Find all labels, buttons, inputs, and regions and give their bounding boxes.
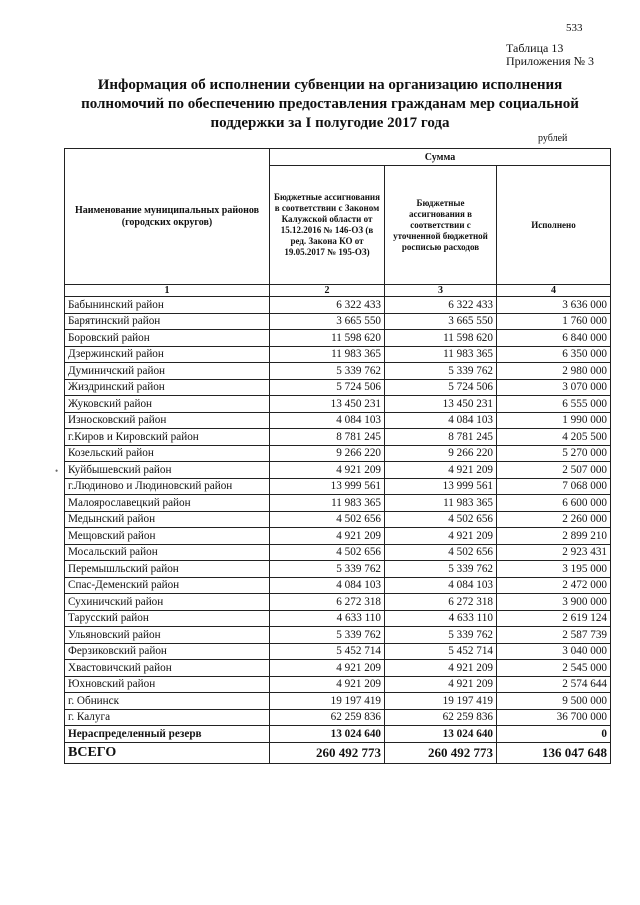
table-row [65,693,611,710]
table-row [65,313,611,330]
col-header-budget-law: Бюджетные ассигнования в соответствии с Законом Калужской области от 15.12.2016 № 146-ОЗ (в ред. Закона КО от 19.05.2017 № 195-ОЗ) [270,166,385,285]
executed-value: 3 900 000 [497,594,611,611]
table-row [65,528,611,545]
executed-value: 2 260 000 [497,511,611,528]
budget-refined-value: 11 983 365 [385,495,497,512]
col-number: 1 [65,285,270,297]
col-number: 2 [270,285,385,297]
total-col4: 136 047 648 [497,742,611,763]
table-row [65,396,611,413]
budget-refined-value: 5 339 762 [385,627,497,644]
budget-refined-value: 4 084 103 [385,577,497,594]
district-name: Боровский район [65,330,270,347]
table-row [65,495,611,512]
district-name: Мещовский район [65,528,270,545]
budget-refined-value: 13 450 231 [385,396,497,413]
budget-refined-value: 4 921 209 [385,528,497,545]
budget-refined-value: 6 322 433 [385,297,497,314]
budget-law-value: 5 339 762 [270,561,385,578]
budget-refined-value: 4 633 110 [385,610,497,627]
budget-refined-value: 4 921 209 [385,660,497,677]
table-row [65,346,611,363]
budget-law-value: 4 084 103 [270,577,385,594]
budget-refined-value: 6 272 318 [385,594,497,611]
executed-value: 2 507 000 [497,462,611,479]
budget-law-value: 11 983 365 [270,346,385,363]
table-row [65,445,611,462]
budget-law-value: 4 921 209 [270,676,385,693]
table-row [65,462,611,479]
budget-law-value: 4 921 209 [270,528,385,545]
district-name: Мосальский район [65,544,270,561]
executed-value: 3 195 000 [497,561,611,578]
district-name: г. Обнинск [65,693,270,710]
total-col3: 260 492 773 [385,742,497,763]
executed-value: 6 600 000 [497,495,611,512]
table-row [65,429,611,446]
table-row [65,643,611,660]
executed-value: 6 350 000 [497,346,611,363]
table-row [65,544,611,561]
executed-value: 5 270 000 [497,445,611,462]
district-name: Хвастовичский район [65,660,270,677]
budget-law-value: 11 598 620 [270,330,385,347]
col-number: 4 [497,285,611,297]
table-row [65,610,611,627]
district-name: Перемышльский район [65,561,270,578]
executed-value: 2 472 000 [497,577,611,594]
budget-law-value: 11 983 365 [270,495,385,512]
reserve-col2: 13 024 640 [270,726,385,743]
col-header-name: Наименование муниципальных районов (городских округов) [65,149,270,285]
executed-value: 2 545 000 [497,660,611,677]
budget-refined-value: 62 259 836 [385,709,497,726]
table-row [65,676,611,693]
table-row [65,511,611,528]
budget-law-value: 4 502 656 [270,511,385,528]
district-name: Куйбышевский район [65,462,270,479]
total-col2: 260 492 773 [270,742,385,763]
budget-law-value: 6 272 318 [270,594,385,611]
executed-value: 2 923 431 [497,544,611,561]
budget-law-value: 3 665 550 [270,313,385,330]
budget-refined-value: 5 724 506 [385,379,497,396]
budget-law-value: 4 921 209 [270,462,385,479]
budget-refined-value: 3 665 550 [385,313,497,330]
table-row [65,627,611,644]
budget-law-value: 5 452 714 [270,643,385,660]
budget-refined-value: 8 781 245 [385,429,497,446]
budget-law-value: 13 999 561 [270,478,385,495]
district-name: г.Людиново и Людиновский район [65,478,270,495]
col-header-budget-refined: Бюджетные ассигнования в соответствии с уточненной бюджетной росписью расходов [385,166,497,285]
district-name: Медынский район [65,511,270,528]
table-row [65,330,611,347]
executed-value: 9 500 000 [497,693,611,710]
district-name: Дзержинский район [65,346,270,363]
table-label: Таблица 13 [506,41,564,55]
executed-value: 2 574 644 [497,676,611,693]
district-name: г.Киров и Кировский район [65,429,270,446]
budget-law-value: 13 450 231 [270,396,385,413]
district-name: Сухиничский район [65,594,270,611]
budget-law-value: 4 633 110 [270,610,385,627]
budget-law-value: 5 339 762 [270,627,385,644]
table-row [65,363,611,380]
budget-law-value: 6 322 433 [270,297,385,314]
col-header-executed: Исполнено [497,166,611,285]
budget-law-value: 4 084 103 [270,412,385,429]
budget-refined-value: 5 452 714 [385,643,497,660]
appendix-label: Приложения № 3 [506,54,595,68]
reserve-col4: 0 [497,726,611,743]
header-row-sum [65,149,611,166]
table-row [65,412,611,429]
reserve-col3: 13 024 640 [385,726,497,743]
total-name: ВСЕГО [65,742,270,763]
executed-value: 3 040 000 [497,643,611,660]
reserve-name: Нераспределенный резерв [65,726,270,743]
executed-value: 6 555 000 [497,396,611,413]
budget-law-value: 5 339 762 [270,363,385,380]
budget-law-value: 62 259 836 [270,709,385,726]
budget-refined-value: 5 339 762 [385,561,497,578]
budget-refined-value: 4 502 656 [385,511,497,528]
district-name: Жуковский район [65,396,270,413]
reserve-row [65,726,611,743]
subvention-table [64,148,611,764]
budget-law-value: 5 724 506 [270,379,385,396]
district-name: Ульяновский район [65,627,270,644]
district-name: Износковский район [65,412,270,429]
table-row [65,297,611,314]
table-row [65,577,611,594]
table-row [65,594,611,611]
budget-law-value: 4 502 656 [270,544,385,561]
table-body [65,297,611,726]
total-row [65,742,611,763]
executed-value: 1 760 000 [497,313,611,330]
table-row [65,478,611,495]
budget-law-value: 19 197 419 [270,693,385,710]
col-number: 3 [385,285,497,297]
district-name: г. Калуга [65,709,270,726]
budget-refined-value: 4 921 209 [385,676,497,693]
executed-value: 7 068 000 [497,478,611,495]
budget-refined-value: 11 598 620 [385,330,497,347]
district-name: Жиздринский район [65,379,270,396]
budget-refined-value: 9 266 220 [385,445,497,462]
budget-refined-value: 11 983 365 [385,346,497,363]
unit-label: рублей [538,133,568,144]
district-name: Барятинский район [65,313,270,330]
document-title: Информация об исполнении субвенции на организацию исполнения полномочий по обеспечению предоставления гражданам мер социальной поддержки за I полугодие 2017 года [81,77,579,131]
budget-refined-value: 4 084 103 [385,412,497,429]
col-header-sum: Сумма [270,149,611,166]
executed-value: 36 700 000 [497,709,611,726]
table-row [65,561,611,578]
district-name: Ферзиковский район [65,643,270,660]
district-name: Малоярославецкий район [65,495,270,512]
budget-law-value: 9 266 220 [270,445,385,462]
executed-value: 4 205 500 [497,429,611,446]
district-name: Спас-Деменский район [65,577,270,594]
district-name: Козельский район [65,445,270,462]
executed-value: 3 636 000 [497,297,611,314]
table-row [65,660,611,677]
budget-refined-value: 13 999 561 [385,478,497,495]
budget-refined-value: 5 339 762 [385,363,497,380]
table-row [65,709,611,726]
table-row [65,379,611,396]
district-name: Думиничский район [65,363,270,380]
district-name: Юхновский район [65,676,270,693]
district-name: Бабынинский район [65,297,270,314]
executed-value: 1 990 000 [497,412,611,429]
budget-refined-value: 4 921 209 [385,462,497,479]
page-number: 533 [566,22,583,34]
budget-refined-value: 19 197 419 [385,693,497,710]
executed-value: 3 070 000 [497,379,611,396]
executed-value: 2 980 000 [497,363,611,380]
budget-law-value: 4 921 209 [270,660,385,677]
executed-value: 2 899 210 [497,528,611,545]
district-name: Тарусский район [65,610,270,627]
column-number-row [65,285,611,297]
margin-mark: • [55,466,59,476]
budget-refined-value: 4 502 656 [385,544,497,561]
executed-value: 2 587 739 [497,627,611,644]
executed-value: 6 840 000 [497,330,611,347]
executed-value: 2 619 124 [497,610,611,627]
budget-law-value: 8 781 245 [270,429,385,446]
table-caption [506,42,594,68]
